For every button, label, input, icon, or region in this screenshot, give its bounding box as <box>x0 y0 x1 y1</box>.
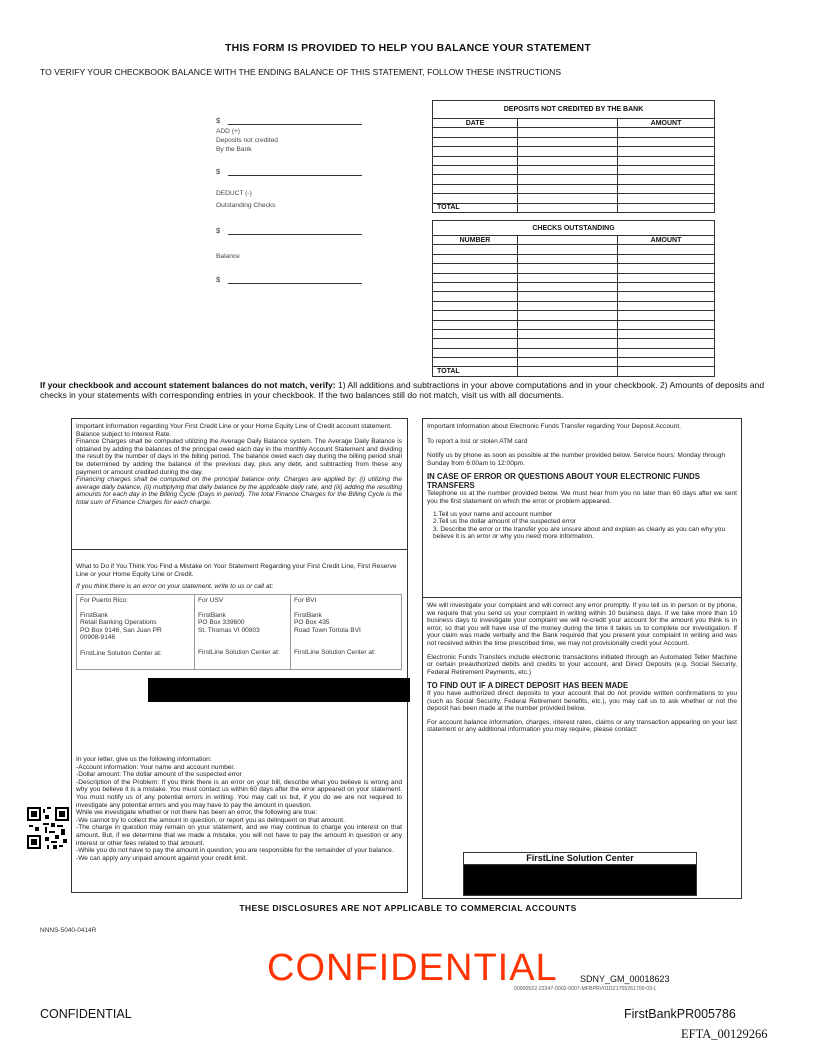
balance-label: Balance <box>216 253 240 260</box>
efta-number: EFTA_00129266 <box>681 1027 768 1041</box>
contact-text: For account balance information, charges, interest rates, claims or any transaction appearing on your last statement or any additional information you may require, please contact: <box>427 718 737 734</box>
checks-table-title: CHECKS OUTSTANDING <box>433 221 715 236</box>
verify-text: 1) All additions and subtractions in your above computations and in your checkbook. 2) Amounts of deposits and checks in your statements with corresponding entries in your checkbook. If the two balances still do not match, visit us with all documents. <box>40 380 765 400</box>
mistake-subtitle: If you think there is an error on your statement, write to us or call at: <box>76 583 274 591</box>
telephone-text: Telephone us at the number provided below. We must hear from you no later than 60 days after we sent you the first statement on which the error or problem appeared. <box>427 490 737 505</box>
deduct-label: DEDUCT (-) <box>216 190 252 197</box>
dollar-sign: $ <box>216 167 221 176</box>
checks-table <box>432 220 715 377</box>
dollar-sign: $ <box>216 116 221 125</box>
instructions-subtitle: TO VERIFY YOUR CHECKBOOK BALANCE WITH THE ENDING BALANCE OF THIS STATEMENT, FOLLOW THESE INSTRUCTIONS <box>40 67 562 77</box>
confidential-stamp: CONFIDENTIAL <box>267 947 558 989</box>
outstanding-label: Outstanding Checks <box>216 202 276 209</box>
number-column-header: NUMBER <box>433 236 518 245</box>
table-row[interactable] <box>433 320 715 329</box>
redaction-bar <box>148 678 410 702</box>
eft-intro: Important Information about Electronic Funds Transfer regarding Your Deposit Account. <box>427 423 681 430</box>
notify-text: Notify us by phone as soon as possible at the number provided below. Service hours: Monday through Sunday from 6:00am to 12:00pm. <box>427 452 725 467</box>
while-item: -We cannot try to collect the amount in question, or report you as delinquent on that amount. <box>76 816 345 824</box>
lost-card-text: To report a lost or stolen ATM card <box>427 437 528 445</box>
date-column-header: DATE <box>433 119 518 128</box>
dollar-sign: $ <box>216 275 221 284</box>
error-heading: IN CASE OF ERROR OR QUESTIONS ABOUT YOUR ELECTRONIC FUNDS TRANSFERS <box>427 472 700 491</box>
by-bank-label: By the Bank <box>216 146 252 153</box>
table-row[interactable] <box>433 339 715 348</box>
deposits-total-cell[interactable] <box>618 203 715 212</box>
verify-instructions <box>40 380 780 400</box>
direct-deposit-heading: TO FIND OUT IF A DIRECT DEPOSIT HAS BEEN MADE <box>427 681 629 691</box>
table-row[interactable] <box>433 175 715 184</box>
table-row[interactable] <box>433 348 715 357</box>
table-row[interactable] <box>433 292 715 301</box>
table-row[interactable] <box>433 128 715 137</box>
checks-total-label: TOTAL <box>433 367 518 376</box>
credit-line-intro: Important information regarding Your First Credit Line or your Home Equity Line of Credit account statement. <box>76 423 392 430</box>
redaction-bar <box>464 865 696 895</box>
verify-lead: If your checkbook and account statement balances do not match, verify: <box>40 380 336 390</box>
commercial-disclaimer: THESE DISCLOSURES ARE NOT APPLICABLE TO COMMERCIAL ACCOUNTS <box>239 903 577 913</box>
statement-balance-line[interactable] <box>228 124 362 125</box>
table-row[interactable] <box>433 194 715 203</box>
deposits-total-label: TOTAL <box>433 203 518 212</box>
steps-item: 2.Tell us the dollar amount of the suspected error <box>433 518 576 526</box>
letter-item: -Account information: Your name and account number. <box>76 763 236 771</box>
deposits-table-title: DEPOSITS NOT CREDITED BY THE BANK <box>433 101 715 119</box>
while-item: -The charge in question may remain on your statement, and we may continue to charge you interest on that amount. But, if we determine that we made a mistake, you will not have to pay the amount in question or any interest or other fees related to that amount. <box>76 824 402 847</box>
document-code: 00000522-22247-0002-0007-MFBPRV01DZ1705261700-03-L <box>514 986 657 992</box>
table-row[interactable] <box>433 184 715 193</box>
while-item: -We can apply any unpaid amount against your credit limit. <box>76 854 248 862</box>
subtotal-line[interactable] <box>228 175 362 176</box>
table-row[interactable] <box>433 147 715 156</box>
table-row[interactable] <box>433 273 715 282</box>
after-deduct-line[interactable] <box>228 234 362 235</box>
qr-code-icon <box>27 807 69 849</box>
address-usvi: For USV FirstBank PO Box 339600 St. Thomas VI 00803 FirstLine Solution Center at: <box>195 595 291 670</box>
table-row[interactable] <box>433 311 715 320</box>
sdny-number: SDNY_GM_00018623 <box>580 974 670 984</box>
eft-definition: Electronic Funds Transfers include electronic transactions initiated through an Automated Teller Machine or certain preauthorized debits and credits to your account, and Direct Deposits (e.g. Social Security, Federal Retirement Payments, etc.) <box>427 653 737 676</box>
direct-deposit-text: If you have authorized direct deposits to your account that do not provide written confirmations to you (such as Social Security, Federal Retirement benefits, etc.), you may call us to ask whether or not the deposit has been made at the number provided below. <box>427 689 737 713</box>
table-row[interactable] <box>433 329 715 338</box>
letter-intro: In your letter, give us the following information: <box>76 756 212 763</box>
credit-line-disclosure-box <box>71 418 408 893</box>
table-row[interactable] <box>433 156 715 165</box>
table-row[interactable] <box>433 245 715 254</box>
financing-charges-text: Financing charges shall be computed on the principal balance only. Charges are applied by: (i) utilizing the average daily balance, (ii) multiplying that daily balance by the applicable daily rate, and (iii) adding the resulting amounts for each day in the Billing Cycle (Days in period). The total Finance Charges for the Billing Cycle is the total sum of Finance Charges for each charge. <box>76 476 402 506</box>
table-row[interactable] <box>433 301 715 310</box>
interest-rate-note: Balance subject to Interest Rate. <box>76 430 172 438</box>
table-row[interactable] <box>433 254 715 263</box>
solution-center-title: FirstLine Solution Center <box>464 853 696 865</box>
checks-total-cell[interactable] <box>618 367 715 376</box>
deposits-label: Deposits not credited <box>216 137 278 144</box>
add-label: ADD (+) <box>216 128 240 135</box>
investigate-text: We will investigate your complaint and will correct any error promptly. If you tell us in person or by phone, we require that you send us your complaint in writing within 10 business days. If we take more than 10 business days to investigate your complaint we will re-credit your account for the amount you think is in error, so that you will have use of the money during the time it takes us to complete our investigation. If your claim was made verbally and the Bank required that you present your complaint in writing and was not received within the time prescribed time, we may not provisionally credit your Account. <box>427 602 737 647</box>
letter-item: -Dollar amount: The dollar amount of the suspected error <box>76 771 242 779</box>
address-table <box>76 594 402 670</box>
finance-charges-text: Finance Charges shall be computed utilizing the Average Daily Balance system. The Average Daily Balance is obtained by adding the balances of the principal owed each day in the monthly Account Statement and dividing the result by the number of days in the billing period. The balance owed each day during the billing period shall be determined by adding the balance of the previous day, plus any debt, and subtracting from these any payment or amount credited during the day. <box>76 438 402 476</box>
final-balance-line[interactable] <box>228 283 362 284</box>
amount-column-header: AMOUNT <box>618 119 715 128</box>
steps-item: 1.Tell us your name and account number <box>433 510 553 518</box>
table-row[interactable] <box>433 358 715 367</box>
table-row[interactable] <box>433 282 715 291</box>
page-title: THIS FORM IS PROVIDED TO HELP YOU BALANCE YOUR STATEMENT <box>225 42 591 54</box>
while-investigate: While we investigate whether or not there has been an error, the following are true: <box>76 809 318 817</box>
bates-number: FirstBankPR005786 <box>624 1007 736 1021</box>
address-bvi: For BVI FirstBank PO Box 435 Road Town Tortola BVI FirstLine Solution Center at: <box>291 595 402 670</box>
eft-disclosure-box <box>422 418 742 899</box>
table-row[interactable] <box>433 264 715 273</box>
amount-column-header: AMOUNT <box>618 236 715 245</box>
deposits-table <box>432 100 715 213</box>
solution-center-box <box>463 852 697 896</box>
dollar-sign: $ <box>216 226 221 235</box>
letter-item: -Description of the Problem: If you think there is an error on your bill, describe what you believe is wrong and why you believe it is a mistake. You must contact us within 60 days after the error appeared on your statement. You must notify us of any potential errors in writing. You may call us but, if you do we are not required to investigate any potential errors and you may have to pay the amount in question. <box>76 778 402 809</box>
mistake-title: What to Do if You Think You Find a Mistake on Your Statement Regarding your First Credit Line, First Reserve Line or your Home Equity Line or Credit. <box>76 563 397 578</box>
steps-item: 3. Describe the error or the transfer you are unsure about and explain as clearly as you can why you believe it is an error or why you need more information. <box>433 525 726 541</box>
confidential-label: CONFIDENTIAL <box>40 1007 132 1021</box>
table-row[interactable] <box>433 137 715 146</box>
while-item: -While you do not have to pay the amount in question, you are responsible for the remainder of your balance. <box>76 847 394 855</box>
form-code: NNNS-5040-0414R <box>40 927 97 934</box>
table-row[interactable] <box>433 165 715 174</box>
address-puerto-rico: For Puerto Rico: FirstBank Retail Banking Operations PO Box 9146, San Juan PR 00908-9146 FirstLine Solution Center at: <box>77 595 195 670</box>
